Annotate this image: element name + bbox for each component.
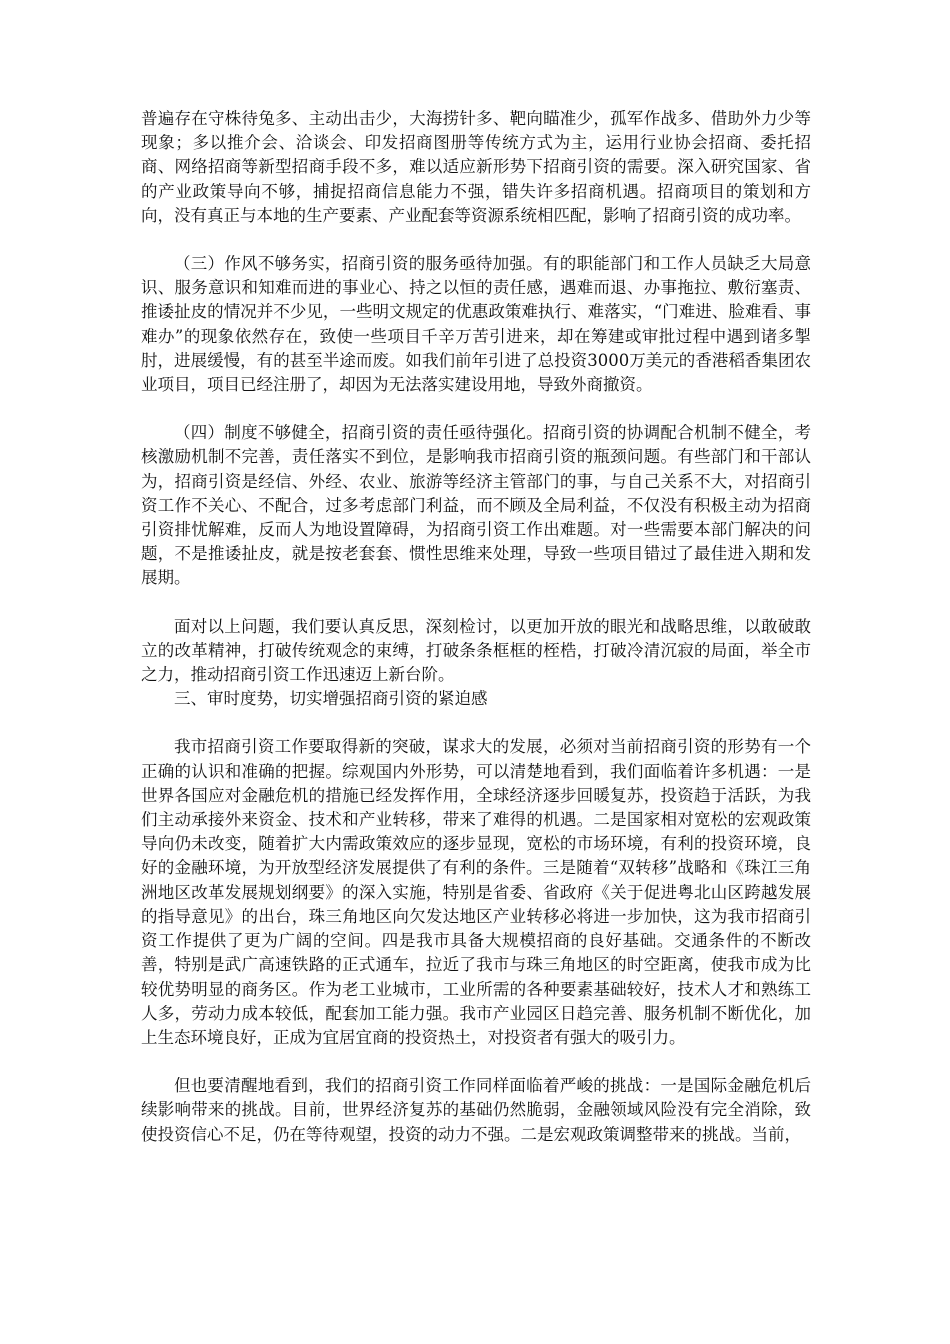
paragraph-summary: 面对以上问题，我们要认真反思，深刻检讨，以更加开放的眼光和战略思维，以敢破敢立的改革精神，打破传统观念的束缚，打破条条框框的桎梏，打破冷清沉寂的局面，举全市之力，推动招商引资工作迅速迈上新台阶。: [141, 616, 811, 685]
paragraph-opportunities: 我市招商引资工作要取得新的突破，谋求大的发展，必须对当前招商引资的形势有一个正确的认识和准确的把握。综观国内外形势，可以清楚地看到，我们面临着许多机遇：一是世界各国应对金融危机的措施已经发挥作用，全球经济逐步回暖复苏，投资趋于活跃，为我们主动承接外来资金、技术和产业转移，带来了难得的机遇。二是国家相对宽松的宏观政策导向仍未改变，随着扩大内需政策效应的逐步显现，宽松的市场环境，有利的投资环境，良好的金融环境，为开放型经济发展提供了有利的条件。三是随着“双转移”战略和《珠江三角洲地区改革发展规划纲要》的深入实施，特别是省委、省政府《关于促进粤北山区跨越发展的指导意见》的出台，珠三角地区向欠发达地区产业转移必将进一步加快，这为我市招商引资工作提供了更为广阔的空间。四是我市具备大规模招商的良好基础。交通条件的不断改善，特别是武广高速铁路的正式通车，拉近了我市与珠三角地区的时空距离，使我市成为比较优势明显的商务区。作为老工业城市，工业所需的各种要素基础较好，技术人才和熟练工人多，劳动力成本较低，配套加工能力强。我市产业园区日趋完善、服务机制不断优化，加上生态环境良好，正成为宜居宜商的投资热土，对投资者有强大的吸引力。: [141, 737, 811, 1047]
paragraph-challenges: 但也要清醒地看到，我们的招商引资工作同样面临着严峻的挑战：一是国际金融危机后续影响带来的挑战。目前，世界经济复苏的基础仍然脆弱，金融领域风险没有完全消除，致使投资信心不足，仍在等待观望，投资的动力不强。二是宏观政策调整带来的挑战。当前，: [141, 1076, 811, 1144]
section-heading: 三、审时度势，切实增强招商引资的紧迫感: [174, 689, 488, 709]
document-body: [141, 107, 811, 1147]
paragraph-section-4: （四）制度不够健全，招商引资的责任亟待强化。招商引资的协调配合机制不健全，考核激励机制不完善，责任落实不到位，是影响我市招商引资的瓶颈问题。有些部门和干部认为，招商引资是经信、外经、农业、旅游等经济主管部门的事，与自己关系不大，对招商引资工作不关心、不配合，过多考虑部门利益，而不顾及全局利益，不仅没有积极主动为招商引资排忧解难，反而人为地设置障碍，为招商引资工作出难题。对一些需要本部门解决的问题，不是推诿扯皮，就是按老套套、惯性思维来处理，导致一些项目错过了最佳进入期和发展期。: [141, 423, 811, 588]
paragraph-continuation: 普遍存在守株待兔多、主动出击少，大海捞针多、靶向瞄准少，孤军作战多、借助外力少等现象；多以推介会、洽谈会、印发招商图册等传统方式为主，运用行业协会招商、委托招商、网络招商等新型招商手段不多，难以适应新形势下招商引资的需要。深入研究国家、省的产业政策导向不够，捕捉招商信息能力不强，错失许多招商机遇。招商项目的策划和方向，没有真正与本地的生产要素、产业配套等资源系统相匹配，影响了招商引资的成功率。: [141, 109, 811, 225]
paragraph-section-3: （三）作风不够务实，招商引资的服务亟待加强。有的职能部门和工作人员缺乏大局意识、服务意识和知难而进的事业心、持之以恒的责任感，遇难而退、办事拖拉、敷衍塞责、推诿扯皮的情况并不少见，一些明文规定的优惠政策难执行、难落实，“门难进、脸难看、事难办”的现象依然存在，致使一些项目千辛万苦引进来，却在筹建或审批过程中遇到诸多掣肘，进展缓慢，有的甚至半途而废。如我们前年引进了总投资3000万美元的香港稻香集团农业项目，项目已经注册了，却因为无法落实建设用地，导致外商撤资。: [141, 254, 811, 395]
